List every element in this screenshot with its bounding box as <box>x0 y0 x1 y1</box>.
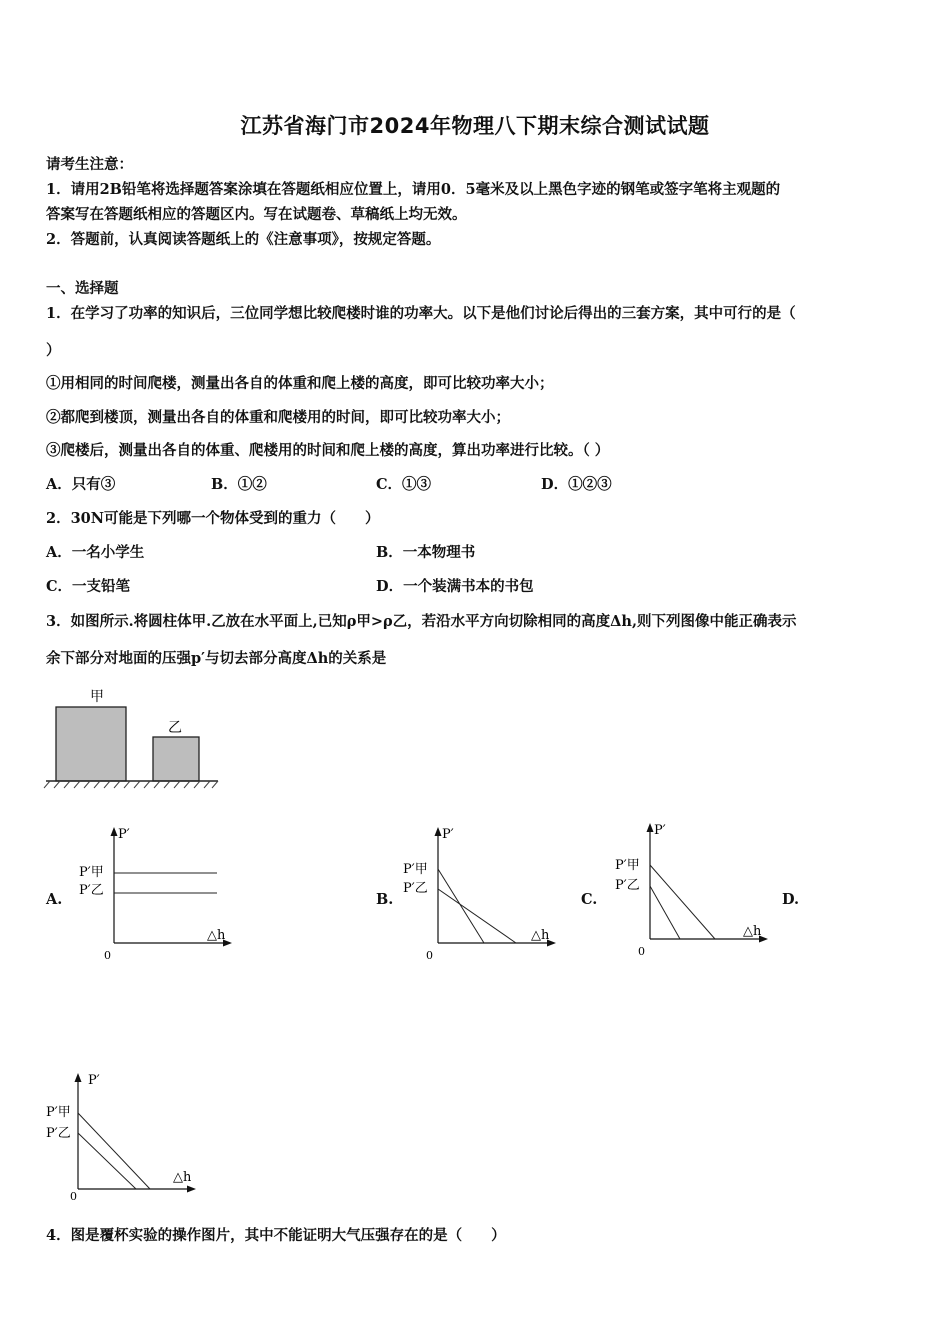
p-yi-label: P′乙 <box>615 878 640 893</box>
y-arrow <box>647 823 654 832</box>
line-jia <box>438 869 484 943</box>
q2-option-c[interactable]: C．一支铅笔 <box>46 578 131 595</box>
y-label: P′ <box>88 1073 100 1088</box>
q3-stem: 3．如图所示.将圆柱体甲.乙放在水平面上,已知ρ甲>ρ乙，若沿水平方向切除相同的高度Δh,则下列图像中能正确表示 <box>46 613 797 630</box>
q3-option-a[interactable]: A. <box>46 891 63 908</box>
q1-option-d[interactable]: D．①②③ <box>541 476 612 493</box>
q1-plan-2: ②都爬到楼顶，测量出各自的体重和爬楼用的时间，即可比较功率大小； <box>46 409 510 426</box>
p-yi-label: P′乙 <box>79 883 104 898</box>
line-jia <box>78 1113 150 1189</box>
label-jia: 甲 <box>90 689 104 705</box>
origin-label: 0 <box>426 949 433 962</box>
x-label: △h <box>173 1170 192 1185</box>
p-jia-label: P′甲 <box>403 862 428 877</box>
notice-heading: 请考生注意： <box>46 156 133 173</box>
q2-option-d[interactable]: D．一个装满书本的书包 <box>376 578 534 595</box>
graph-a <box>74 822 244 962</box>
y-arrow <box>111 827 118 836</box>
p-jia-label: P′甲 <box>46 1105 71 1120</box>
q1-stem: 1．在学习了功率的知识后，三位同学想比较爬楼时谁的功率大。以下是他们讨论后得出的三套方案，其中可行的是（ <box>46 305 796 322</box>
q2-option-b[interactable]: B．一本物理书 <box>376 544 476 561</box>
x-label: △h <box>207 928 226 943</box>
q1-option-a[interactable]: A．只有③ <box>46 476 116 493</box>
line-jia <box>650 865 715 939</box>
q2-stem: 2．30N可能是下列哪一个物体受到的重力（ ） <box>46 510 380 527</box>
y-label: P′ <box>442 827 454 842</box>
graph-d <box>38 1064 208 1204</box>
y-label: P′ <box>654 823 666 838</box>
p-jia-label: P′甲 <box>615 858 640 873</box>
y-label: P′ <box>118 827 130 842</box>
origin-label: 0 <box>70 1190 77 1203</box>
x-arrow <box>187 1186 196 1193</box>
line-yi <box>438 889 516 943</box>
cylinder-yi <box>153 737 199 781</box>
section-heading: 一、选择题 <box>46 280 119 297</box>
origin-label: 0 <box>638 945 645 958</box>
line-yi <box>78 1133 136 1189</box>
x-label: △h <box>743 924 762 939</box>
p-jia-label: P′甲 <box>79 865 104 880</box>
p-yi-label: P′乙 <box>403 881 428 896</box>
q1-option-b[interactable]: B．①② <box>211 476 267 493</box>
notice-line-1: 1．请用2B铅笔将选择题答案涂填在答题纸相应位置上，请用0．5毫米及以上黑色字迹的钢笔或签字笔将主观题的 <box>46 181 781 198</box>
y-arrow <box>435 827 442 836</box>
x-label: △h <box>531 928 550 943</box>
q1-plan-1: ①用相同的时间爬楼，测量出各自的体重和爬上楼的高度，即可比较功率大小； <box>46 375 554 392</box>
q1-option-c[interactable]: C．①③ <box>376 476 432 493</box>
q3-option-b[interactable]: B. <box>376 891 394 908</box>
q3-option-c[interactable]: C. <box>581 891 598 908</box>
cylinder-jia <box>56 707 126 781</box>
q4-stem: 4．图是覆杯实验的操作图片，其中不能证明大气压强存在的是（ ） <box>46 1227 506 1244</box>
q3-option-d[interactable]: D. <box>782 891 800 908</box>
origin-label: 0 <box>104 949 111 962</box>
label-yi: 乙 <box>168 720 182 736</box>
graph-b <box>398 822 568 962</box>
y-arrow <box>75 1073 82 1082</box>
notice-line-1b: 答案写在答题纸相应的答题区内。写在试题卷、草稿纸上均无效。 <box>46 206 467 223</box>
q1-plan-3: ③爬楼后，测量出各自的体重、爬楼用的时间和爬上楼的高度，算出功率进行比较。（ ） <box>46 442 610 459</box>
page-title: 江苏省海门市2024年物理八下期末综合测试试题 <box>240 114 710 138</box>
q1-stem-cont: ） <box>46 342 61 359</box>
notice-line-2: 2．答题前，认真阅读答题纸上的《注意事项》，按规定答题。 <box>46 231 441 248</box>
graph-c <box>610 818 780 958</box>
q2-option-a[interactable]: A．一名小学生 <box>46 544 145 561</box>
ground-hatching <box>44 781 218 788</box>
cylinder-figure <box>40 682 230 792</box>
q3-stem-cont: 余下部分对地面的压强p′与切去部分高度Δh的关系是 <box>46 650 387 667</box>
p-yi-label: P′乙 <box>46 1126 71 1141</box>
